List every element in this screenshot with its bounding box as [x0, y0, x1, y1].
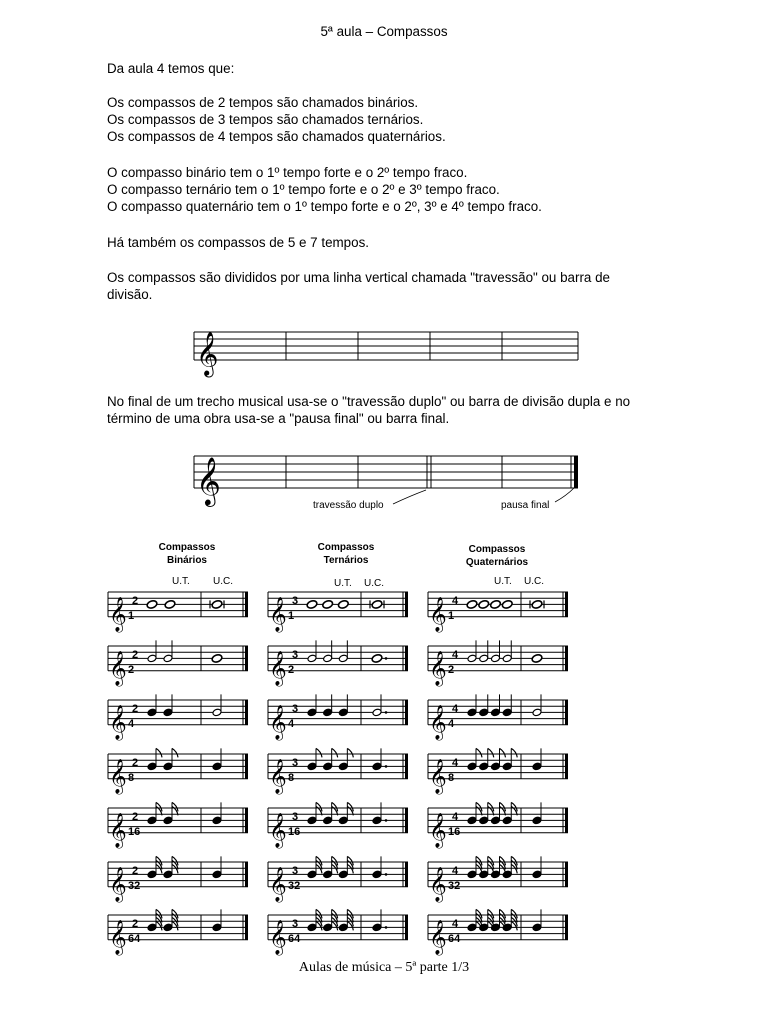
final-barline-label: pausa final [501, 500, 550, 511]
note-head [338, 923, 348, 932]
time-signature-numerator: 3 [292, 649, 299, 661]
note-flag [156, 748, 162, 757]
time-signature-denominator: 1 [288, 609, 295, 622]
uc-label-quaternary: U.C. [524, 576, 544, 587]
time-signature-numerator: 3 [292, 703, 299, 715]
note-head [163, 870, 173, 879]
note-head [466, 599, 478, 609]
intro-text: Da aula 4 temos que: [107, 61, 235, 76]
note-head [491, 654, 501, 663]
final-barline-thick [245, 754, 248, 779]
note-head [147, 654, 157, 663]
time-signature-denominator: 2 [448, 663, 455, 676]
time-signature-denominator: 64 [128, 932, 141, 945]
note-head [212, 708, 222, 717]
time-signature-denominator: 64 [288, 932, 301, 945]
time-signature-numerator: 2 [132, 595, 139, 607]
note-head [372, 708, 382, 717]
time-signature-denominator: 2 [288, 663, 295, 676]
other-meters-text: Há também os compassos de 5 e 7 tempos. [107, 235, 369, 250]
ternary-heading-line1: Compassos [317, 542, 375, 553]
time-signature-numerator: 4 [452, 649, 459, 661]
note-head [467, 762, 477, 771]
treble-clef-icon: 𝄞 [269, 704, 287, 740]
time-signature-denominator: 8 [288, 771, 295, 784]
note-head [479, 816, 489, 825]
note-head [147, 923, 157, 932]
augmentation-dot [385, 926, 388, 929]
treble-clef-icon: 𝄞 [429, 919, 447, 955]
note-head [338, 762, 348, 771]
note-head [323, 816, 333, 825]
final-barline-thick [245, 808, 248, 833]
note-head [491, 870, 501, 879]
note-head [371, 599, 383, 609]
note-head [502, 923, 512, 932]
treble-clef-icon: 𝄞 [269, 866, 287, 902]
note-flag [500, 748, 506, 757]
note-head [491, 816, 501, 825]
note-flag [347, 748, 353, 757]
note-head [502, 816, 512, 825]
note-head [338, 870, 348, 879]
time-signature-numerator: 4 [452, 811, 459, 823]
time-signature-numerator: 3 [292, 757, 299, 769]
note-head [490, 599, 502, 609]
treble-clef-icon: 𝄞 [429, 812, 447, 848]
time-signature-denominator: 32 [288, 879, 301, 892]
note-head [163, 816, 173, 825]
final-barline-thick [565, 915, 568, 940]
note-head [212, 816, 222, 825]
page-title: 5ª aula – Compassos [320, 24, 448, 39]
treble-clef-icon: 𝄞 [269, 650, 287, 686]
note-head [163, 762, 173, 771]
note-head [491, 708, 501, 717]
note-head [338, 654, 348, 663]
treble-clef-icon: 𝄞 [109, 866, 127, 902]
final-barline-thick [565, 592, 568, 617]
note-head [502, 762, 512, 771]
note-head [323, 762, 333, 771]
final-barline-text-1: No final de um trecho musical usa-se o "travessão duplo" ou barra de divisão dupla e no [107, 394, 631, 409]
ternary-heading-line2: Ternários [323, 555, 369, 566]
note-head [501, 599, 513, 609]
treble-clef-icon: 𝄞 [109, 704, 127, 740]
note-flag [476, 748, 482, 757]
treble-clef-icon: 𝄞 [109, 812, 127, 848]
note-head [532, 870, 542, 879]
final-barline-thick [405, 592, 408, 617]
note-head [307, 923, 317, 932]
time-signature-denominator: 8 [128, 771, 135, 784]
note-head [491, 762, 501, 771]
treble-clef-icon: 𝄞 [269, 596, 287, 632]
barline-text-1: Os compassos são divididos por uma linha vertical chamada "travessão" ou barra de [107, 270, 610, 285]
time-signature-denominator: 32 [448, 879, 461, 892]
note-head [163, 708, 173, 717]
final-barline-thick [405, 754, 408, 779]
note-head [531, 599, 543, 609]
time-signature-numerator: 3 [292, 918, 299, 930]
time-signature-denominator: 32 [128, 879, 141, 892]
time-signature-numerator: 3 [292, 595, 299, 607]
final-barline-thick [405, 915, 408, 940]
note-head [323, 923, 333, 932]
note-head [163, 654, 173, 663]
ut-label-quaternary: U.T. [494, 576, 512, 587]
note-head [532, 816, 542, 825]
note-head [479, 762, 489, 771]
time-signature-numerator: 4 [452, 703, 459, 715]
time-signature-denominator: 16 [448, 825, 461, 838]
quaternary-definition: Os compassos de 4 tempos são chamados quaternários. [107, 129, 446, 144]
final-barline-thick [245, 915, 248, 940]
augmentation-dot [385, 819, 388, 822]
time-signature-numerator: 2 [132, 757, 139, 769]
note-head [146, 599, 158, 609]
time-signature-numerator: 4 [452, 918, 459, 930]
page-footer: Aulas de música – 5ª parte 1/3 [298, 960, 470, 975]
treble-clef-icon: 𝄞 [429, 596, 447, 632]
binary-accents: O compasso binário tem o 1º tempo forte e o 2º tempo fraco. [107, 165, 468, 180]
note-head [372, 762, 382, 771]
note-head [491, 923, 501, 932]
note-head [211, 599, 223, 609]
note-head [212, 870, 222, 879]
treble-clef-icon: 𝄞 [109, 919, 127, 955]
note-head [532, 762, 542, 771]
note-head [479, 870, 489, 879]
note-head [372, 816, 382, 825]
treble-clef-icon: 𝄞 [269, 812, 287, 848]
augmentation-dot [385, 711, 388, 714]
note-head [467, 923, 477, 932]
note-head [467, 870, 477, 879]
note-head [479, 923, 489, 932]
note-head [147, 708, 157, 717]
note-head [371, 653, 383, 663]
ut-label-binary: U.T. [172, 576, 190, 587]
note-flag [172, 748, 178, 757]
treble-clef-icon: 𝄞 [429, 650, 447, 686]
treble-clef-icon: 𝄞 [109, 758, 127, 794]
note-flag [488, 748, 494, 757]
time-signature-denominator: 1 [448, 609, 455, 622]
time-signature-denominator: 1 [128, 609, 135, 622]
time-signature-denominator: 16 [288, 825, 301, 838]
final-barline-thick [405, 646, 408, 671]
note-head [307, 816, 317, 825]
barline-text-2: divisão. [107, 287, 153, 302]
double-barline-label: travessão duplo [313, 500, 384, 511]
note-head [532, 923, 542, 932]
binary-heading-line2: Binários [166, 555, 207, 566]
note-head [478, 599, 490, 609]
final-barline-thick [405, 808, 408, 833]
quaternary-heading-line1: Compassos [468, 544, 526, 555]
note-head [147, 870, 157, 879]
time-signature-denominator: 16 [128, 825, 141, 838]
treble-clef-icon: 𝄞 [269, 919, 287, 955]
final-barline-thick [565, 754, 568, 779]
note-head [322, 599, 334, 609]
note-head [147, 762, 157, 771]
note-head [479, 708, 489, 717]
time-signature-numerator: 2 [132, 865, 139, 877]
time-signature-numerator: 3 [292, 811, 299, 823]
note-head [502, 870, 512, 879]
note-flag [332, 748, 338, 757]
time-signature-denominator: 4 [288, 717, 295, 730]
treble-clef-icon: 𝄞 [196, 331, 219, 376]
final-barline-thick [565, 808, 568, 833]
augmentation-dot [385, 765, 388, 768]
final-barline-thick [245, 646, 248, 671]
final-barline-thick [565, 700, 568, 725]
time-signature-denominator: 8 [448, 771, 455, 784]
note-flag [316, 748, 322, 757]
note-head [323, 708, 333, 717]
time-signature-numerator: 2 [132, 918, 139, 930]
time-signature-numerator: 2 [132, 649, 139, 661]
ternary-accents: O compasso ternário tem o 1º tempo forte e o 2º e 3º tempo fraco. [107, 182, 500, 197]
time-signature-numerator: 2 [132, 811, 139, 823]
final-barline-thick [565, 862, 568, 887]
note-head [323, 654, 333, 663]
time-signature-numerator: 2 [132, 703, 139, 715]
binary-definition: Os compassos de 2 tempos são chamados binários. [107, 95, 419, 110]
note-head [164, 599, 176, 609]
note-head [212, 762, 222, 771]
note-head [502, 654, 512, 663]
note-head [479, 654, 489, 663]
note-head [338, 708, 348, 717]
uc-label-ternary: U.C. [364, 578, 384, 589]
note-head [307, 762, 317, 771]
note-head [306, 599, 318, 609]
time-signature-denominator: 64 [448, 932, 461, 945]
augmentation-dot [385, 873, 388, 876]
note-head [163, 923, 173, 932]
note-head [502, 708, 512, 717]
time-signature-denominator: 2 [128, 663, 135, 676]
ut-label-ternary: U.T. [334, 578, 352, 589]
note-head [212, 923, 222, 932]
note-head [532, 708, 542, 717]
note-head [467, 708, 477, 717]
treble-clef-icon: 𝄞 [109, 596, 127, 632]
final-barline-thick [565, 646, 568, 671]
note-head [147, 816, 157, 825]
final-barline-text-2: término de uma obra usa-se a "pausa final" ou barra final. [107, 411, 450, 426]
final-barline-thick [405, 700, 408, 725]
quaternary-heading-line2: Quaternários [465, 557, 529, 568]
note-head [372, 923, 382, 932]
time-signature-denominator: 4 [128, 717, 135, 730]
quaternary-accents: O compasso quaternário tem o 1º tempo forte e o 2º, 3º e 4º tempo fraco. [107, 199, 542, 214]
time-signature-numerator: 4 [452, 757, 459, 769]
time-signature-numerator: 3 [292, 865, 299, 877]
note-head [338, 816, 348, 825]
time-signature-numerator: 4 [452, 865, 459, 877]
note-head [467, 816, 477, 825]
augmentation-dot [385, 657, 388, 660]
note-head [467, 654, 477, 663]
note-head [531, 653, 543, 663]
treble-clef-icon: 𝄞 [196, 456, 221, 506]
treble-clef-icon: 𝄞 [429, 758, 447, 794]
final-barline-thick [245, 862, 248, 887]
note-head [372, 870, 382, 879]
final-barline-thick [245, 700, 248, 725]
treble-clef-icon: 𝄞 [269, 758, 287, 794]
treble-clef-icon: 𝄞 [429, 704, 447, 740]
note-head [337, 599, 349, 609]
note-head [307, 870, 317, 879]
time-signature-numerator: 4 [452, 595, 459, 607]
note-head [211, 653, 223, 663]
note-flag [511, 748, 517, 757]
note-head [323, 870, 333, 879]
note-head [307, 654, 317, 663]
binary-heading-line1: Compassos [158, 542, 216, 553]
final-barline-thick [245, 592, 248, 617]
final-barline-thick [405, 862, 408, 887]
time-signature-denominator: 4 [448, 717, 455, 730]
treble-clef-icon: 𝄞 [429, 866, 447, 902]
note-head [307, 708, 317, 717]
ternary-definition: Os compassos de 3 tempos são chamados ternários. [107, 112, 424, 127]
uc-label-binary: U.C. [213, 576, 233, 587]
treble-clef-icon: 𝄞 [109, 650, 127, 686]
